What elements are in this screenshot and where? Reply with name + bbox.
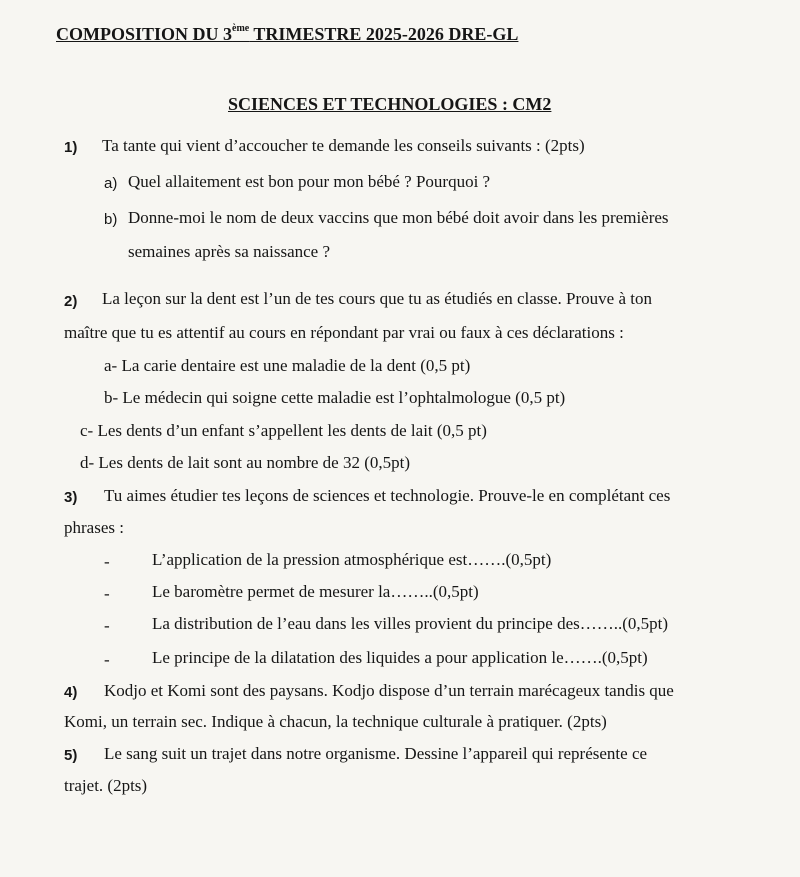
- question-5-number: 5): [64, 747, 78, 764]
- list-bullet: -: [104, 616, 110, 635]
- question-2-text-line2: maître que tu es attentif au cours en répondant par vrai ou faux à ces déclarations :: [64, 323, 624, 342]
- question-2-text-line1: La leçon sur la dent est l’un de tes cours que tu as étudiés en classe. Prouve à ton: [102, 289, 652, 308]
- question-1-text: Ta tante qui vient d’accoucher te demande les conseils suivants : (2pts): [102, 136, 585, 155]
- question-4-number: 4): [64, 684, 78, 701]
- list-bullet: -: [104, 552, 110, 571]
- question-4-text-line1: Kodjo et Komi sont des paysans. Kodjo dispose d’un terrain marécageux tandis que: [104, 681, 674, 700]
- question-3-number: 3): [64, 489, 78, 506]
- question-1b-label: b): [104, 211, 118, 228]
- question-3-item-3: La distribution de l’eau dans les villes provient du principe des……..(0,5pt): [152, 614, 669, 633]
- question-5-text-line1: Le sang suit un trajet dans notre organisme. Dessine l’appareil qui représente ce: [104, 744, 648, 763]
- question-1a-text: Quel allaitement est bon pour mon bébé ? Pourquoi ?: [128, 172, 491, 191]
- exam-title: COMPOSITION DU 3ème TRIMESTRE 2025-2026 DRE-GL: [56, 23, 519, 44]
- question-3-text-line1: Tu aimes étudier tes leçons de sciences et technologie. Prouve-le en complétant ces: [104, 486, 671, 505]
- question-2a-statement: a- La carie dentaire est une maladie de la dent (0,5 pt): [104, 356, 471, 375]
- question-2b-statement: b- Le médecin qui soigne cette maladie est l’ophtalmologue (0,5 pt): [104, 388, 566, 407]
- subject-title: SCIENCES ET TECHNOLOGIES : CM2: [228, 94, 552, 114]
- question-3-item-2: Le baromètre permet de mesurer la……..(0,5pt): [152, 582, 479, 601]
- list-bullet: -: [104, 584, 110, 603]
- question-1b-text-line2: semaines après sa naissance ?: [128, 242, 331, 261]
- question-2-number: 2): [64, 293, 78, 310]
- list-bullet: -: [104, 650, 110, 669]
- question-3-item-1: L’application de la pression atmosphérique est…….(0,5pt): [152, 550, 552, 569]
- question-1-number: 1): [64, 139, 78, 156]
- question-4-text-line2: Komi, un terrain sec. Indique à chacun, la technique culturale à pratiquer. (2pts): [64, 712, 607, 731]
- question-2c-statement: c- Les dents d’un enfant s’appellent les dents de lait (0,5 pt): [80, 421, 487, 440]
- question-5-text-line2: trajet. (2pts): [64, 776, 148, 795]
- question-3-text-line2: phrases :: [64, 518, 124, 537]
- question-3-item-4: Le principe de la dilatation des liquides a pour application le…….(0,5pt): [152, 648, 648, 667]
- question-2d-statement: d- Les dents de lait sont au nombre de 32 (0,5pt): [80, 453, 411, 472]
- question-1b-text-line1: Donne-moi le nom de deux vaccins que mon bébé doit avoir dans les premières: [128, 208, 669, 227]
- question-1a-label: a): [104, 175, 118, 192]
